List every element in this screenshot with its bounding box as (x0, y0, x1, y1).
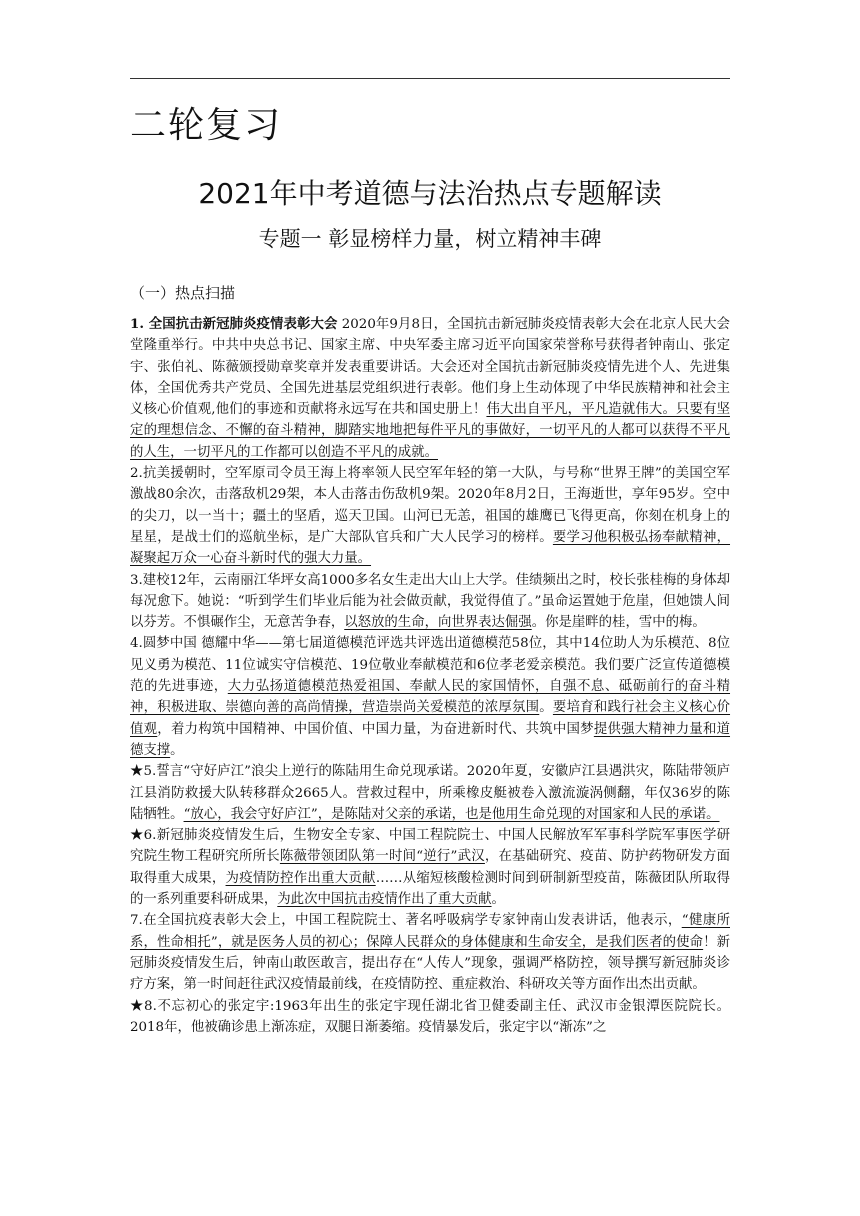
item-text: ★6.新冠肺炎疫情发生后，生物安全专家、中国工程院院士、中国人民解放军军事科学院军事医学研究院生物工程研究所所长 (130, 828, 730, 865)
key-point-text: “健康所系，性命相托”，就是医务人员的初心；保障人民群众的身体健康和生命安全，是我们医者的使命 (130, 913, 730, 950)
hotspot-item (130, 570, 730, 634)
key-point-text: 陈薇带领团队第一时间“逆行”武汉 (279, 849, 485, 865)
key-point-text: 为疫情防控作出重大贡献 (225, 870, 376, 886)
item-text: 。你是崖畔的桂，雪中的梅。 (531, 615, 706, 631)
hotspot-item (130, 314, 730, 463)
topic-title: 专题一 彰显榜样力量，树立精神丰碑 (258, 227, 602, 251)
item-text: 。 (170, 742, 184, 758)
key-point-text: 提供强大精神力量和道德支撑 (130, 721, 731, 758)
item-text: ……从缩短核酸检测时间到研制新型疫苗，陈薇团队所取得的一系列重要科研成果， (130, 870, 731, 908)
item-text: ★5.誓言“守好庐江”浪尖上逆行的陈陆用生命兑现承诺。2020年夏，安徽庐江县遇洪灾，陈陆带领庐江县消防救援大队转移群众2665人。营救过程中，所乘橡皮艇被卷入激流漩涡侧翻，年仅36岁的陈陆牺牲。 (130, 764, 730, 822)
hotspot-item (130, 463, 730, 569)
main-title: 二轮复习 (130, 105, 283, 146)
header-rule (130, 78, 730, 79)
hotspot-item (130, 910, 730, 995)
key-point-text: 大力弘扬道德模范热爱祖国、奉献人民的家国情怀，自强不息、砥砺前行的奋斗精神，积极进取、崇德向善的高尚情操，营造崇尚关爱模范的浓厚氛围 (130, 679, 731, 716)
hotspot-item (130, 633, 730, 761)
document-body (130, 314, 730, 1038)
item-text: ，着力构筑中国精神、中国价值、中国力量，为奋进新时代、共筑中国梦 (157, 721, 594, 737)
item-text: 7.在全国抗疫表彰大会上，中国工程院院士、著名呼吸病学专家钟南山发表讲话，他表示， (130, 913, 682, 929)
document-title: 2021年中考道德与法治热点专题解读 (198, 177, 662, 210)
item-text: ，在基础研究、疫苗、防护药物研发方面取得重大成果， (130, 849, 730, 886)
item-heading: 1. 全国抗击新冠肺炎疫情表彰大会 (130, 316, 338, 332)
item-text: ！新冠肺炎疫情发生后，钟南山敢医敢言，提出存在“人传人”现象，强调严格防控，领导撰写新冠肺炎诊疗方案，第一时间赶往武汉疫情最前线，在疫情防控、重症救治、科研攻关等方面作出杰出贡献。 (130, 934, 731, 993)
key-point-text: “放心，我会守好庐江”，是陈陆对父亲的承诺，也是他用生命兑现的对国家和人民的承诺。 (183, 806, 720, 822)
key-point-text: 要培育和践行社会主义核心价值观 (130, 700, 731, 737)
item-text: 。 (491, 892, 505, 908)
item-text: 2.抗美援朝时，空军原司令员王海上将率领人民空军年轻的第一大队，与号称“世界王牌”的美国空军激战80余次，击落敌机29架，本人击落击伤敌机9架。2020年8月2日，王海逝世，享年95岁。空中的尖刀，以一当十；疆土的坚盾，巡天卫国。山河已无恙，祖国的雄鹰已飞得更高，你刻在机身上的星星，是战士们的巡航坐标，是广大部队官兵和广大人民学习的榜样。 (130, 466, 730, 545)
hotspot-item (130, 996, 730, 1039)
section-heading: （一）热点扫描 (130, 284, 236, 302)
item-text: 2020年9月8日，全国抗击新冠肺炎疫情表彰大会在北京人民大会堂隆重举行。中共中央总书记、国家主席、中央军委主席习近平向国家荣誉称号获得者钟南山、张定宇、张伯礼、陈薇颁授勋章奖章并发表重要讲话。大会还对全国抗击新冠肺炎疫情先进个人、先进集体，全国优秀共产党员、全国先进基层党组织进行表彰。他们身上生动体现了中华民族精神和社会主义核心价值观,他们的事迹和贡献将永远写在共和国史册上！ (130, 317, 731, 418)
key-point-text: 以怒放的生命，向世界表达倔强 (344, 615, 532, 631)
key-point-text: 要学习他积极弘扬奉献精神，凝聚起万众一心奋斗新时代的强大力量。 (130, 529, 731, 567)
item-text: 4.圆梦中国 德耀中华——第七届道德模范评选共评选出道德模范58位，其中14位助人为乐模范、8位见义勇为模范、11位诚实守信模范、19位敬业奉献模范和6位孝老爱亲模范。我们要广泛宣传道德模范的先进事迹， (130, 636, 730, 695)
hotspot-item (130, 825, 730, 910)
item-text: ★8.不忘初心的张定宇:1963年出生的张定宇现任湖北省卫健委副主任、武汉市金银潭医院院长。2018年，他被确诊患上渐冻症，双腿日渐萎缩。疫情暴发后，张定宇以“渐冻”之 (130, 998, 730, 1035)
item-text: 。 (539, 700, 553, 716)
key-point-text: 为此次中国抗击疫情作出了重大贡献 (277, 892, 492, 908)
key-point-text: 伟大出自平凡，平凡造就伟大。只要有坚定的理想信念、不懈的奋斗精神，脚踏实地地把每件平凡的事做好，一切平凡的人都可以获得不平凡的人生，一切平凡的工作都可以创造不平凡的成就。 (130, 402, 730, 460)
hotspot-item (130, 761, 730, 825)
item-text: 3.建校12年，云南丽江华坪女高1000多名女生走出大山上大学。佳绩频出之时，校长张桂梅的身体却每况愈下。她说：“听到学生们毕业后能为社会做贡献，我觉得值了。”虽命运置她于危崖，但她馈人间以芬芳。不惧碾作尘，无意苦争春， (130, 572, 730, 631)
